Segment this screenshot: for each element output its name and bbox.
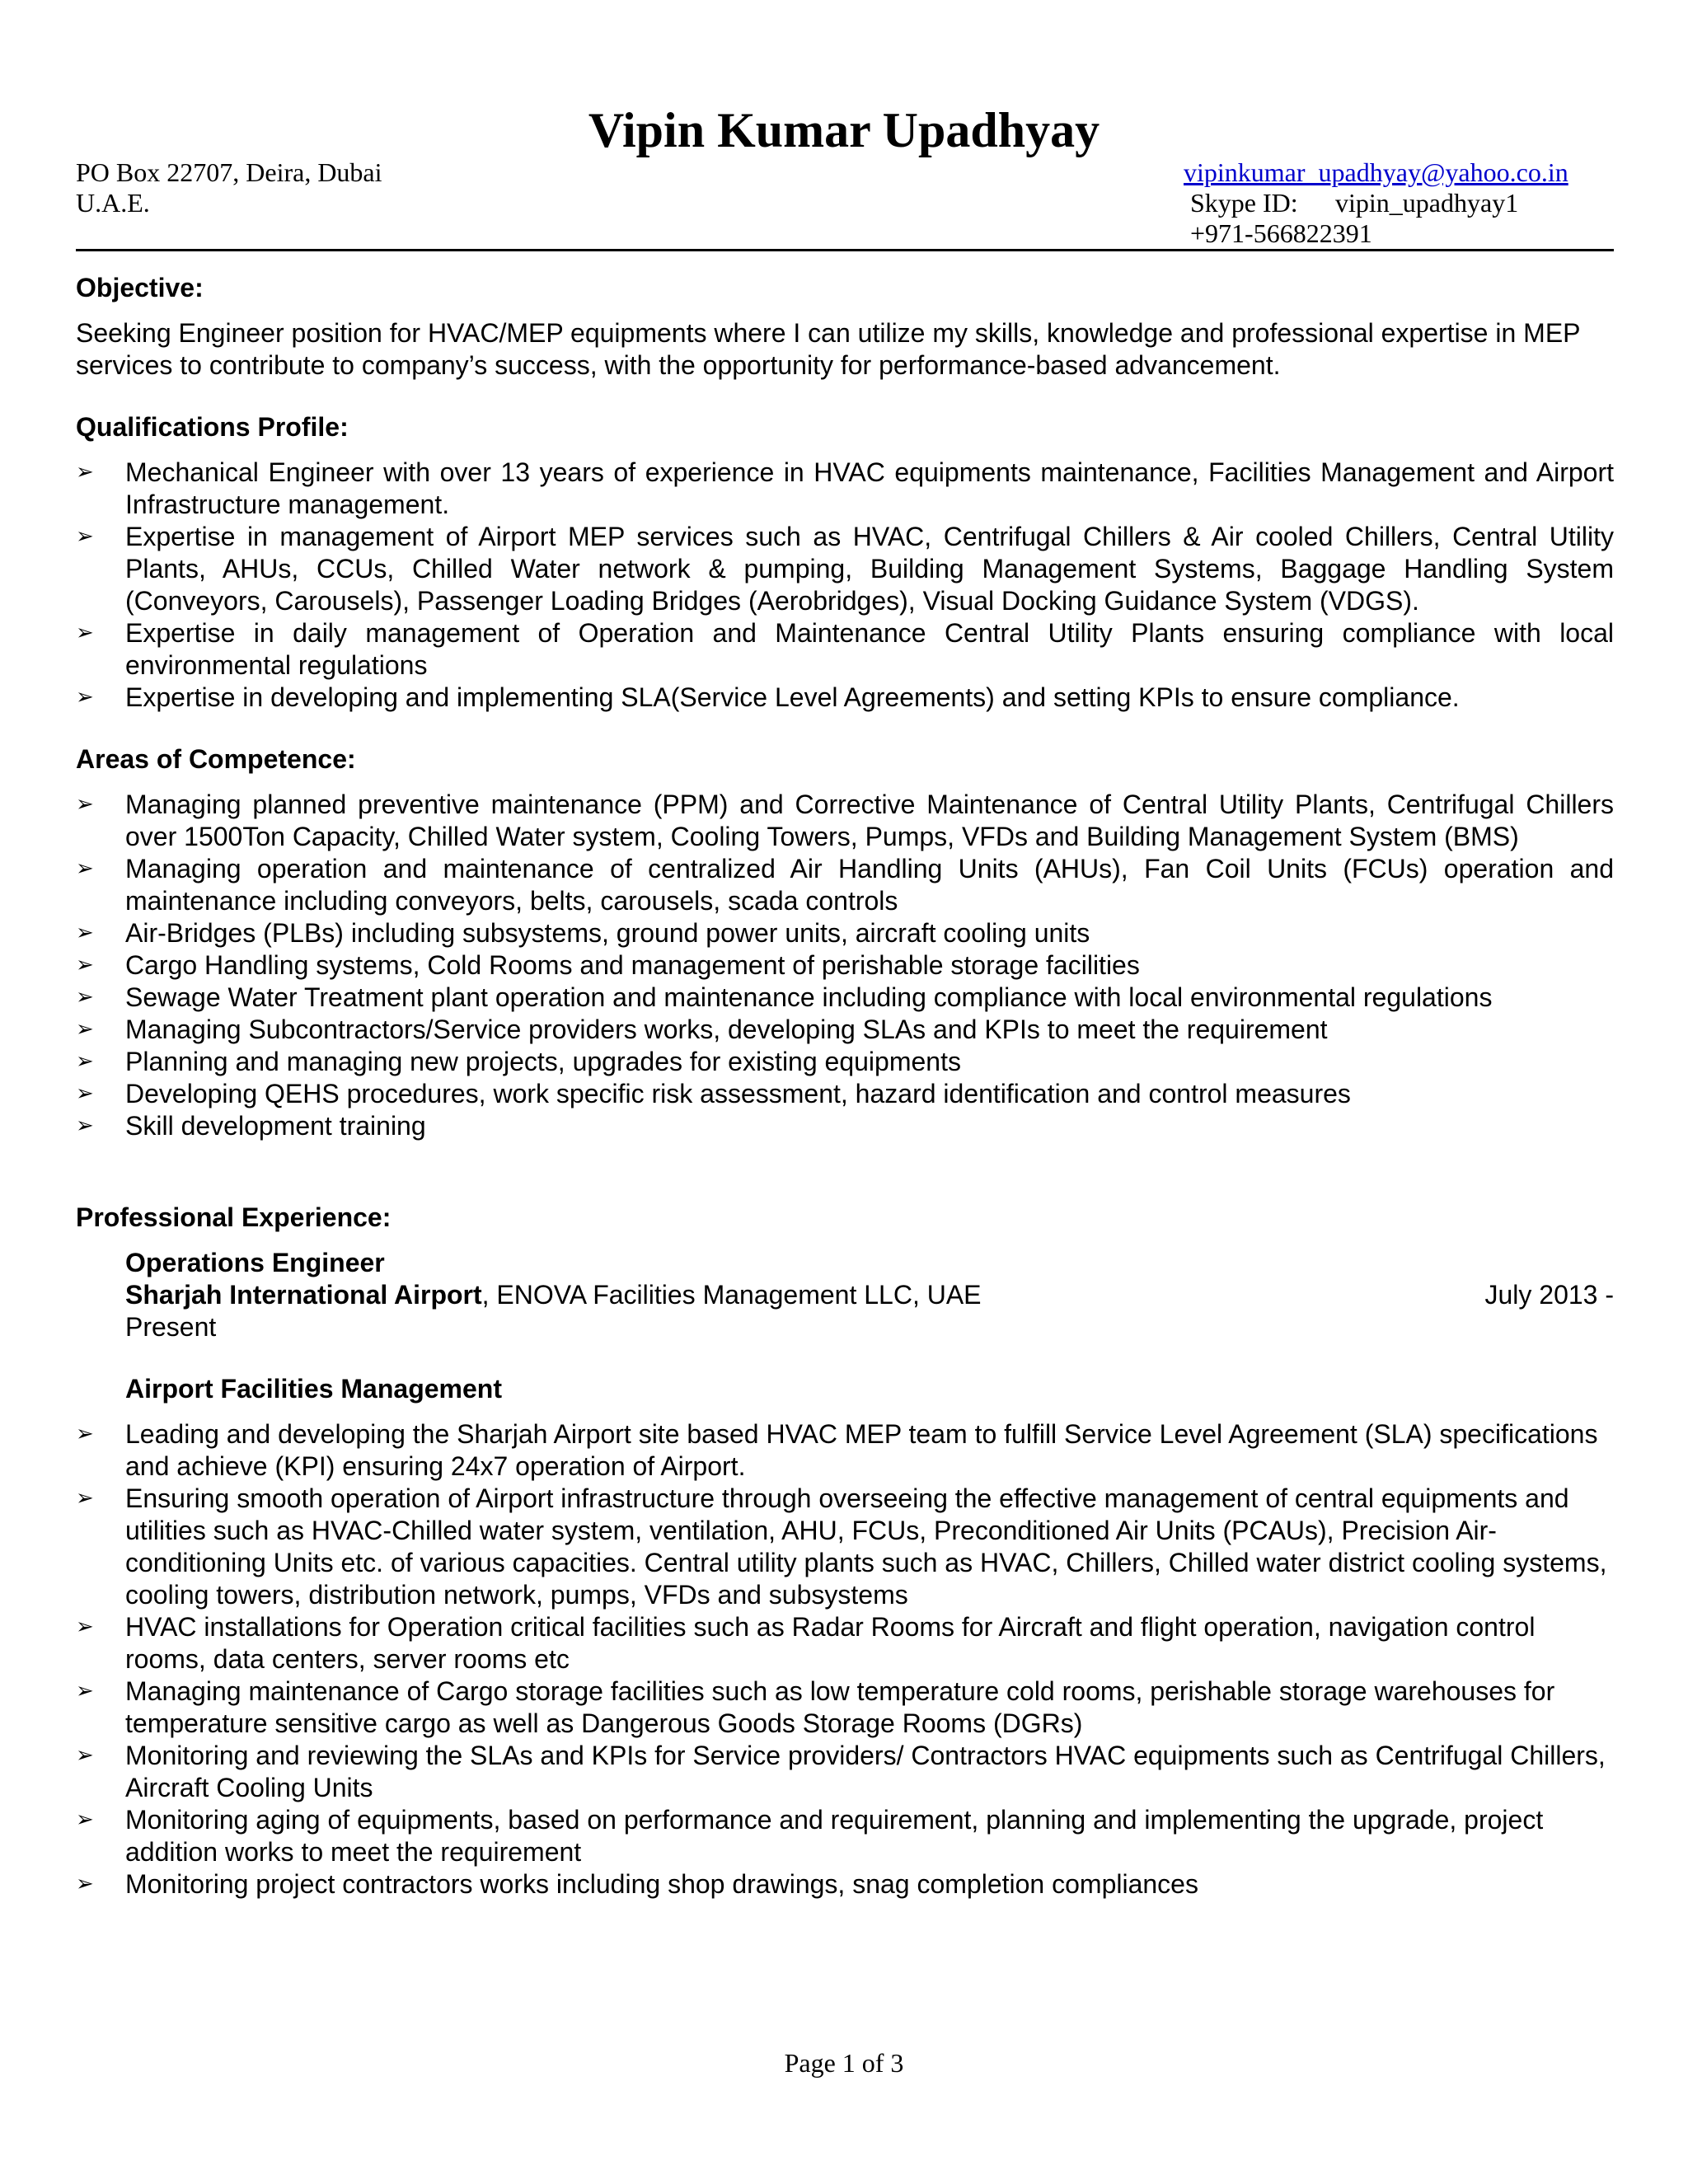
arrowhead-bullet-icon: ➢ — [76, 621, 94, 645]
list-item-text: Monitoring aging of equipments, based on performance and requirement, planning and implementing the upgrade, project addition works to meet the requirement — [125, 1805, 1544, 1867]
arrowhead-bullet-icon: ➢ — [76, 524, 94, 549]
phone-number: +971-566822391 — [1190, 218, 1372, 248]
list-item-text: Planning and managing new projects, upgrades for existing equipments — [125, 1047, 961, 1076]
resume-body — [76, 272, 1614, 1900]
email-link[interactable]: vipinkumar_upadhyay@yahoo.co.in — [1184, 157, 1568, 187]
list-item-text: HVAC installations for Operation critical facilities such as Radar Rooms for Aircraft and flight operation, navigation control rooms, data centers, server rooms etc — [125, 1612, 1536, 1674]
list-item — [76, 917, 1614, 949]
list-item-text: Ensuring smooth operation of Airport infrastructure through overseeing the effective management of central equipments and utilities such as HVAC-Chilled water system, ventilation, AHU, FCUs, Preconditioned Air Units (PCAUs), Precision Air-conditioning Units etc. of various capacities. Central utility plants such as HVAC, Chillers, Chilled water district cooling systems, cooling towers, distribution network, pumps, VFDs and subsystems — [125, 1483, 1607, 1610]
list-item — [76, 1078, 1614, 1110]
arrowhead-bullet-icon: ➢ — [76, 460, 94, 485]
list-item — [76, 949, 1614, 982]
skype-id: vipin_upadhyay1 — [1335, 188, 1519, 218]
list-item-text: Expertise in daily management of Operation and Maintenance Central Utility Plants ensuring compliance with local environmental regulations — [125, 618, 1614, 680]
skype-row — [1184, 188, 1568, 218]
list-item — [76, 853, 1614, 917]
objective-heading: Objective: — [76, 273, 204, 302]
job-end-date: Present — [125, 1312, 217, 1342]
list-item-text: Managing Subcontractors/Service providers works, developing SLAs and KPIs to meet the requirement — [125, 1015, 1328, 1044]
objective-section — [76, 272, 1614, 382]
arrowhead-bullet-icon: ➢ — [76, 1615, 94, 1639]
qualifications-heading: Qualifications Profile: — [76, 412, 349, 442]
page-number: Page 1 of 3 — [784, 2048, 904, 2078]
address-line-2: U.A.E. — [76, 188, 150, 218]
list-item — [76, 1804, 1614, 1868]
list-item — [76, 617, 1614, 682]
arrowhead-bullet-icon: ➢ — [76, 1049, 94, 1074]
list-item-text: Leading and developing the Sharjah Airport site based HVAC MEP team to fulfill Service Level Agreement (SLA) specifications and achieve (KPI) ensuring 24x7 operation of Airport. — [125, 1419, 1598, 1481]
arrowhead-bullet-icon: ➢ — [76, 1807, 94, 1832]
arrowhead-bullet-icon: ➢ — [76, 1679, 94, 1704]
job-entry — [76, 1247, 1614, 1343]
list-item-text: Skill development training — [125, 1111, 426, 1141]
address-line-1: PO Box 22707, Deira, Dubai — [76, 157, 382, 187]
job-title: Operations Engineer — [125, 1248, 385, 1277]
contact-block — [1184, 157, 1568, 249]
experience-section — [76, 1202, 1614, 1900]
arrowhead-bullet-icon: ➢ — [76, 953, 94, 977]
candidate-name: Vipin Kumar Upadhyay — [588, 103, 1100, 157]
skype-label: Skype ID: — [1190, 188, 1298, 218]
address-block — [76, 157, 382, 218]
objective-text: Seeking Engineer position for HVAC/MEP equipments where I can utilize my skills, knowledge and professional expertise in MEP services to contribute to company’s success, with the opportunity for performance-based advancement. — [76, 318, 1580, 380]
list-item — [76, 1675, 1614, 1740]
list-item — [76, 1740, 1614, 1804]
experience-heading: Professional Experience: — [76, 1202, 392, 1232]
list-item — [76, 1014, 1614, 1046]
list-item — [76, 1110, 1614, 1142]
list-item-text: Sewage Water Treatment plant operation and maintenance including compliance with local environmental regulations — [125, 982, 1493, 1012]
qualifications-list — [76, 457, 1614, 714]
list-item-text: Managing maintenance of Cargo storage facilities such as low temperature cold rooms, perishable storage warehouses for temperature sensitive cargo as well as Dangerous Goods Storage Rooms (DGRs) — [125, 1676, 1555, 1738]
list-item-text: Air-Bridges (PLBs) including subsystems, ground power units, aircraft cooling units — [125, 918, 1090, 948]
list-item — [76, 1418, 1614, 1483]
arrowhead-bullet-icon: ➢ — [76, 1872, 94, 1896]
arrowhead-bullet-icon: ➢ — [76, 1743, 94, 1768]
employer-line — [125, 1279, 1614, 1311]
list-item — [76, 457, 1614, 521]
arrowhead-bullet-icon: ➢ — [76, 856, 94, 881]
competence-list — [76, 789, 1614, 1142]
list-item-text: Expertise in developing and implementing SLA(Service Level Agreements) and setting KPIs to ensure compliance. — [125, 682, 1460, 712]
list-item-text: Expertise in management of Airport MEP services such as HVAC, Centrifugal Chillers & Air cooled Chillers, Central Utility Plants, AHUs, CCUs, Chilled Water network & pumping, Building Management Systems, Baggage Handling System (Conveyors, Carousels), Passenger Loading Bridges (Aerobridges), Visual Docking Guidance System (VDGS). — [125, 522, 1614, 616]
list-item — [76, 1611, 1614, 1675]
list-item-text: Managing planned preventive maintenance (PPM) and Corrective Maintenance of Central Utility Plants, Centrifugal Chillers over 1500Ton Capacity, Chilled Water system, Cooling Towers, Pumps, VFDs and Building Management System (BMS) — [125, 790, 1614, 851]
list-item-text: Managing operation and maintenance of centralized Air Handling Units (AHUs), Fan Coil Units (FCUs) operation and maintenance including conveyors, belts, carousels, scada controls — [125, 854, 1614, 916]
job-start-date: July 2013 - — [1484, 1280, 1614, 1310]
qualifications-section — [76, 411, 1614, 714]
list-item — [76, 1868, 1614, 1900]
arrowhead-bullet-icon: ➢ — [76, 985, 94, 1010]
competence-heading: Areas of Competence: — [76, 744, 356, 774]
list-item — [76, 789, 1614, 853]
employer-name: Sharjah International Airport — [125, 1280, 482, 1310]
experience-subheading: Airport Facilities Management — [125, 1374, 502, 1404]
list-item-text: Monitoring project contractors works including shop drawings, snag completion compliances — [125, 1869, 1198, 1899]
list-item — [76, 1483, 1614, 1611]
list-item — [76, 1046, 1614, 1078]
list-item-text: Developing QEHS procedures, work specific risk assessment, hazard identification and control measures — [125, 1079, 1351, 1108]
arrowhead-bullet-icon: ➢ — [76, 1017, 94, 1042]
list-item-text: Cargo Handling systems, Cold Rooms and management of perishable storage facilities — [125, 950, 1140, 980]
arrowhead-bullet-icon: ➢ — [76, 1113, 94, 1138]
arrowhead-bullet-icon: ➢ — [76, 1081, 94, 1106]
header-divider — [76, 249, 1614, 251]
arrowhead-bullet-icon: ➢ — [76, 1486, 94, 1511]
arrowhead-bullet-icon: ➢ — [76, 792, 94, 817]
list-item — [76, 682, 1614, 714]
list-item-text: Mechanical Engineer with over 13 years of experience in HVAC equipments maintenance, Facilities Management and Airport Infrastructure management. — [125, 457, 1614, 519]
competence-section — [76, 743, 1614, 1142]
arrowhead-bullet-icon: ➢ — [76, 921, 94, 945]
employer-details: , ENOVA Facilities Management LLC, UAE — [481, 1280, 982, 1310]
arrowhead-bullet-icon: ➢ — [76, 1422, 94, 1446]
experience-list — [76, 1418, 1614, 1900]
list-item-text: Monitoring and reviewing the SLAs and KPIs for Service providers/ Contractors HVAC equipments such as Centrifugal Chillers, Aircraft Cooling Units — [125, 1741, 1606, 1802]
list-item — [76, 521, 1614, 617]
arrowhead-bullet-icon: ➢ — [76, 685, 94, 710]
list-item — [76, 982, 1614, 1014]
